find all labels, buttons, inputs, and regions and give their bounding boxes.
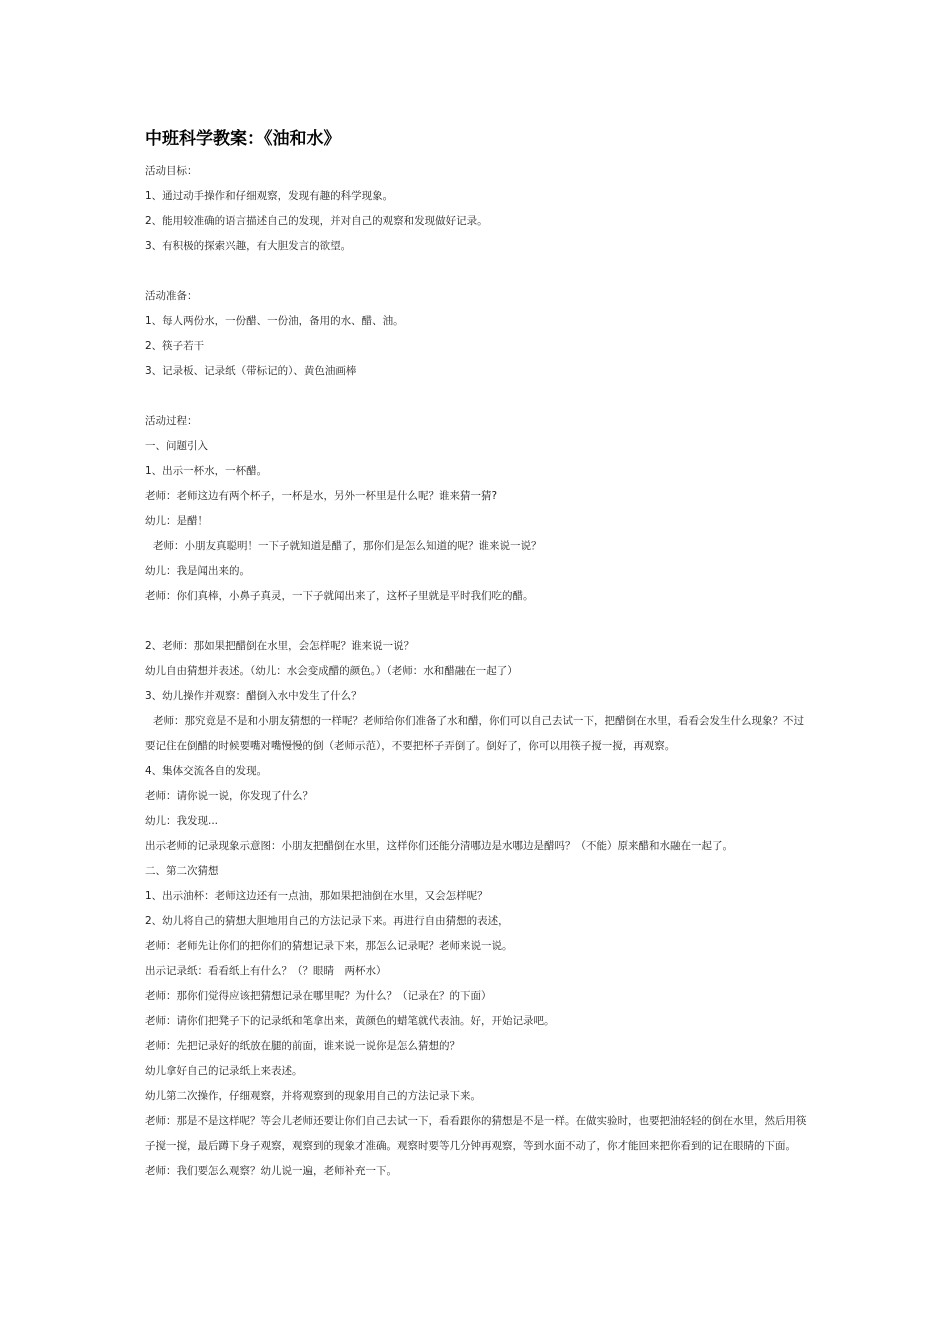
prep-item: 3、记录板、记录纸（带标记的）、黄色油画棒 xyxy=(145,365,357,377)
process-paragraph: 老师：那究竟是不是和小朋友猜想的一样呢？老师给你们准备了水和醋，你们可以自己去试一下，把醋倒在水里，看看会发生什么现象？不过要记住在倒醋的时候要嘴对嘴慢慢的倒（老师示范），不要把杯子弄倒了。倒好了，你可以用筷子搅一搅，再观察。 xyxy=(145,715,804,752)
process-line: 老师：我们要怎么观察？幼儿说一遍，老师补充一下。 xyxy=(145,1165,397,1177)
process-line: 4、集体交流各自的发现。 xyxy=(145,765,268,777)
process-line: 1、出示一杯水，一杯醋。 xyxy=(145,465,268,477)
prep-item: 2、筷子若干 xyxy=(145,340,205,352)
process-line: 2、幼儿将自己的猜想大胆地用自己的方法记录下来。再进行自由猜想的表述， xyxy=(145,915,509,927)
process-line: 老师：请你说一说，你发现了什么？ xyxy=(145,790,313,802)
process-line: 老师：你们真棒，小鼻子真灵，一下子就闻出来了，这杯子里就是平时我们吃的醋。 xyxy=(145,590,534,602)
process-line: 出示记录纸：看看纸上有什么？（？眼睛 两杯水） xyxy=(145,965,387,977)
prep-heading: 活动准备： xyxy=(145,290,198,302)
process-line: 幼儿第二次操作，仔细观察，并将观察到的现象用自己的方法记录下来。 xyxy=(145,1090,481,1102)
process-line: 幼儿拿好自己的记录纸上来表述。 xyxy=(145,1065,303,1077)
process-line: 出示老师的记录现象示意图：小朋友把醋倒在水里，这样你们还能分清哪边是水哪边是醋吗？（不能）原来醋和水融在一起了。 xyxy=(145,840,733,852)
process-line: 3、幼儿操作并观察：醋倒入水中发生了什么？ xyxy=(145,690,362,702)
process-line: 老师：老师这边有两个杯子，一杯是水，另外一杯里是什么呢？谁来猜一猜? xyxy=(145,490,498,502)
process-line: 老师：请你们把凳子下的记录纸和笔拿出来，黄颜色的蜡笔就代表油。好，开始记录吧。 xyxy=(145,1015,555,1027)
process-line: 幼儿：我发现... xyxy=(145,815,219,827)
process-heading: 活动过程： xyxy=(145,415,198,427)
process-line: 幼儿自由猜想并表述。（幼儿：水会变成醋的颜色。）（老师：水和醋融在一起了） xyxy=(145,665,518,677)
document-body xyxy=(145,159,810,1184)
document-title: 中班科学教案：《油和水》 xyxy=(145,129,341,149)
process-line: 1、出示油杯：老师这边还有一点油，那如果把油倒在水里，又会怎样呢？ xyxy=(145,890,488,902)
process-line: 老师：先把记录好的纸放在腿的前面，谁来说一说你是怎么猜想的？ xyxy=(145,1040,460,1052)
process-line: 幼儿：是醋！ xyxy=(145,515,208,527)
part1-heading: 一、问题引入 xyxy=(145,440,208,452)
goal-item: 3、有积极的探索兴趣，有大胆发言的欲望。 xyxy=(145,240,352,252)
process-line: 老师：那你们觉得应该把猜想记录在哪里呢？为什么？（记录在？的下面） xyxy=(145,990,492,1002)
process-line: 老师：小朋友真聪明！一下子就知道是醋了，那你们是怎么知道的呢？谁来说一说？ xyxy=(153,540,542,552)
process-paragraph: 老师：那是不是这样呢？等会儿老师还要让你们自己去试一下，看看跟你的猜想是不是一样。在做实验时，也要把油轻轻的倒在水里，然后用筷子搅一搅，最后蹲下身子观察，观察到的现象才准确。观察时要等几分钟再观察，等到水面不动了，你才能回来把你看到的记在眼睛的下面。 xyxy=(145,1115,807,1152)
process-line: 幼儿：我是闻出来的。 xyxy=(145,565,250,577)
goals-heading: 活动目标： xyxy=(145,165,198,177)
prep-item: 1、每人两份水，一份醋、一份油，备用的水、醋、油。 xyxy=(145,315,404,327)
goal-item: 2、能用较准确的语言描述自己的发现，并对自己的观察和发现做好记录。 xyxy=(145,215,488,227)
part2-heading: 二、第二次猜想 xyxy=(145,865,219,877)
process-line: 2、老师：那如果把醋倒在水里，会怎样呢？谁来说一说？ xyxy=(145,640,415,652)
process-line: 老师：老师先让你们的把你们的猜想记录下来，那怎么记录呢？老师来说一说。 xyxy=(145,940,513,952)
goal-item: 1、通过动手操作和仔细观察，发现有趣的科学现象。 xyxy=(145,190,394,202)
